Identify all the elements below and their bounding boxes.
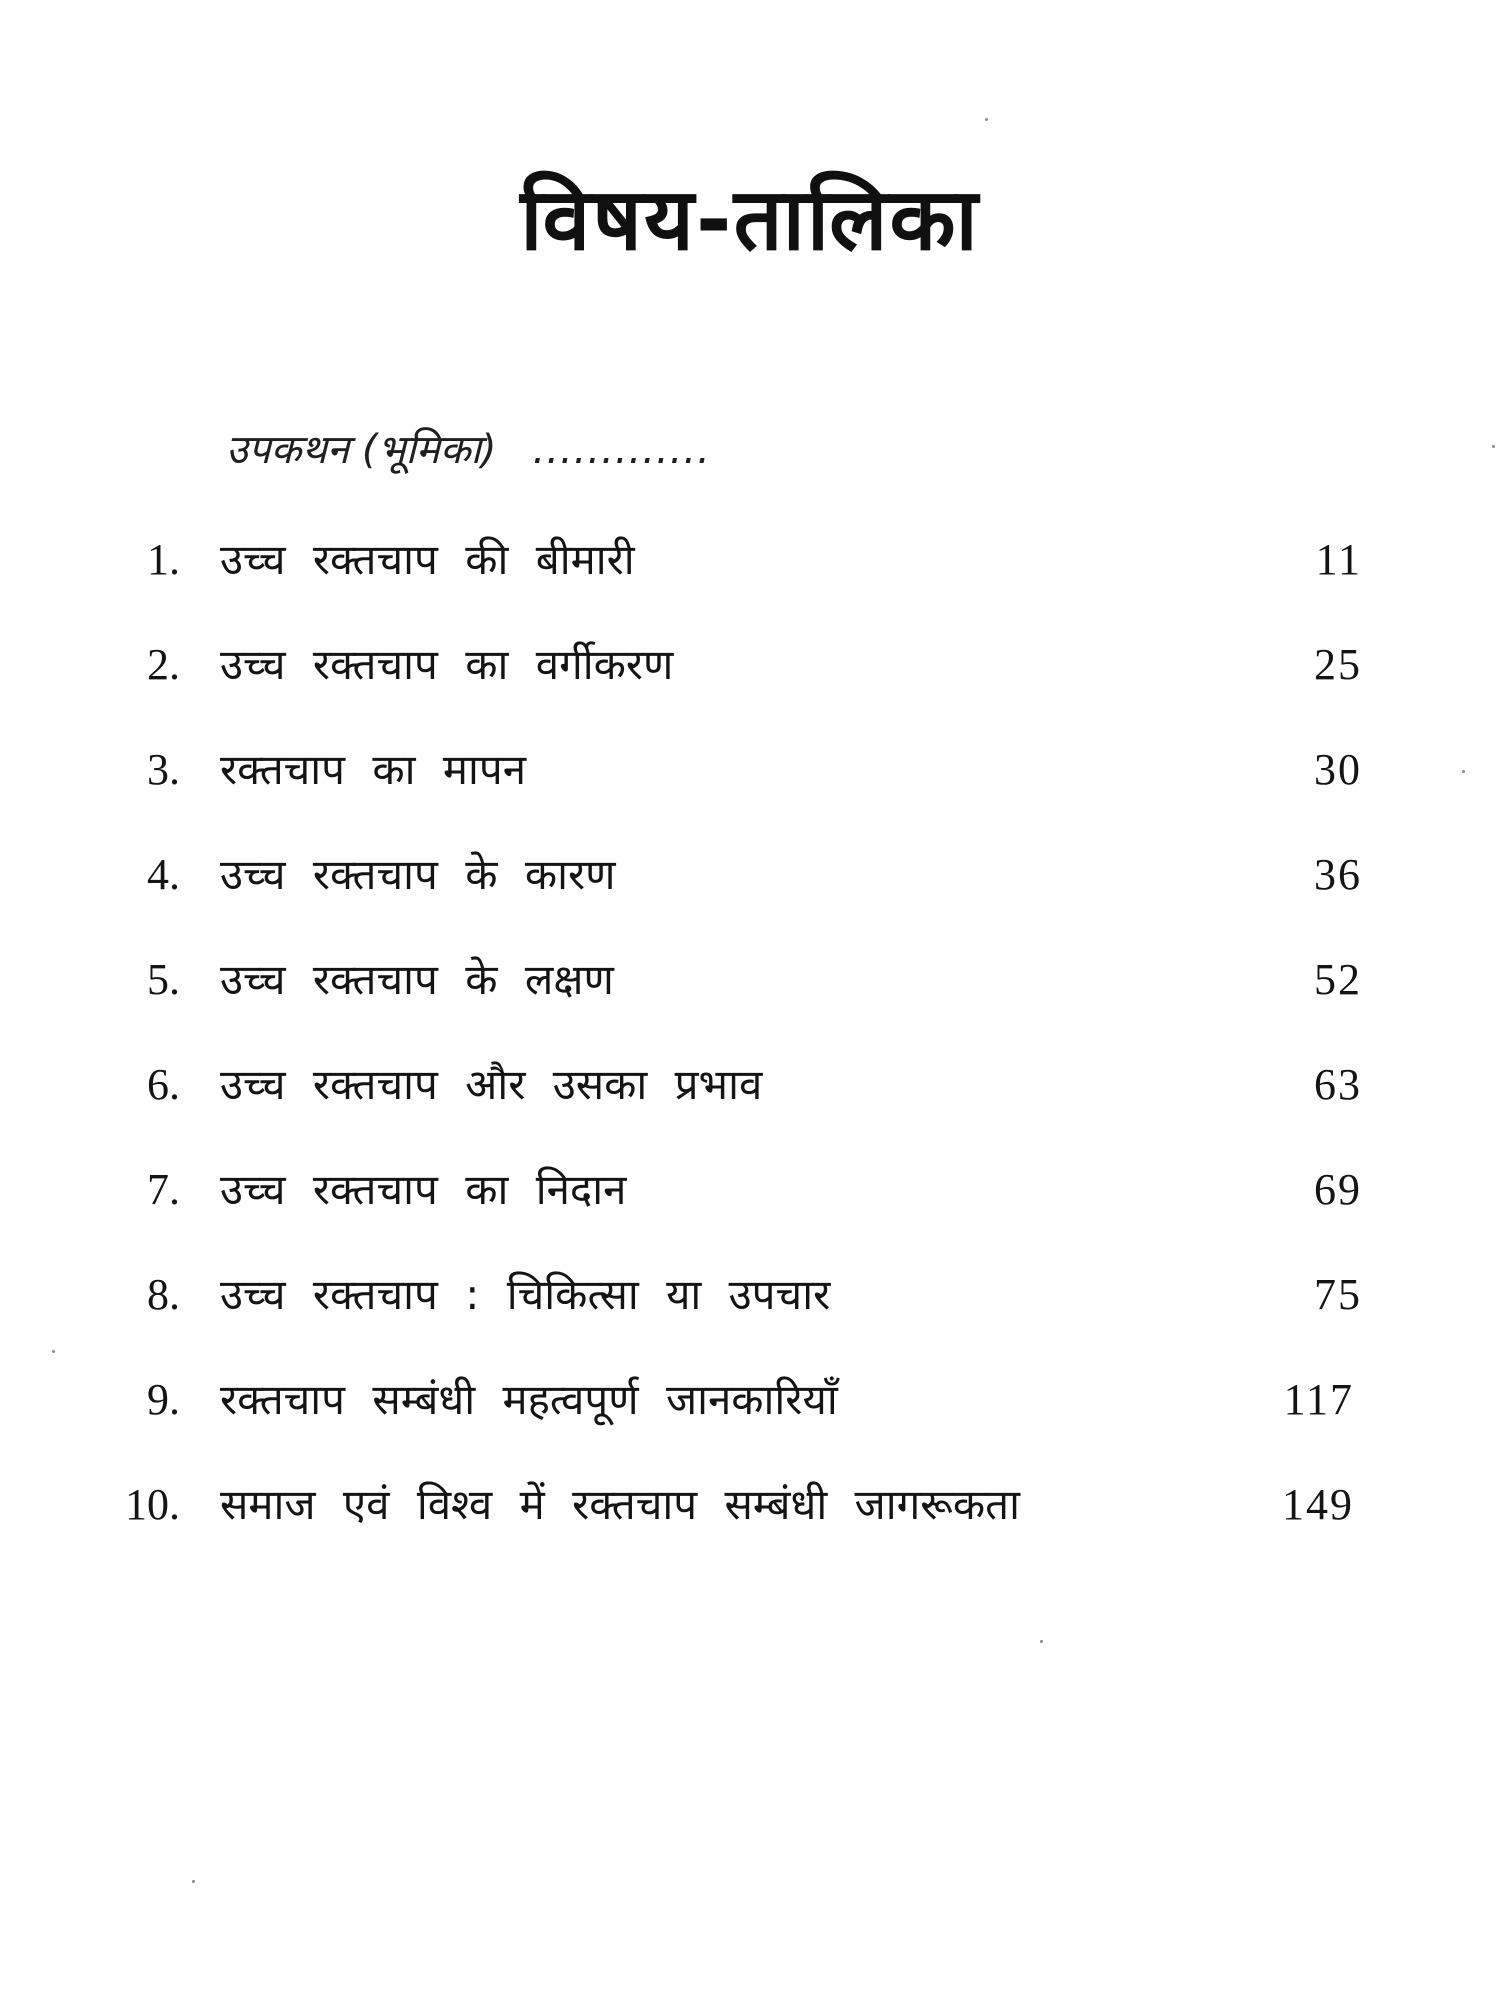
scan-speck — [1040, 1640, 1043, 1643]
toc-entry — [0, 625, 1500, 705]
toc-entry — [0, 1255, 1500, 1335]
toc-entry-number: 1. — [147, 535, 180, 584]
toc-entry-page: 75 — [1314, 1270, 1362, 1319]
toc-entry-number: 6. — [147, 1060, 180, 1109]
toc-entry-title: उच्च रक्तचाप का निदान — [220, 1165, 627, 1214]
toc-entry-title: उच्च रक्तचाप के कारण — [220, 850, 616, 899]
toc-entry-number: 3. — [147, 745, 180, 794]
toc-entry-title: उच्च रक्तचाप : चिकित्सा या उपचार — [220, 1270, 831, 1319]
page-title: विषय-तालिका — [520, 170, 980, 270]
toc-entry-page: 30 — [1314, 745, 1362, 794]
toc-entry-title: उच्च रक्तचाप की बीमारी — [220, 535, 635, 584]
toc-entry-number: 8. — [147, 1270, 180, 1319]
scan-speck — [1492, 445, 1495, 448]
toc-entry — [0, 1045, 1500, 1125]
toc-entry-page: 52 — [1314, 955, 1362, 1004]
scan-speck — [985, 118, 988, 121]
toc-entry-title: रक्तचाप सम्बंधी महत्वपूर्ण जानकारियाँ — [220, 1375, 838, 1424]
toc-entry-page: 36 — [1314, 850, 1362, 899]
toc-entry-number: 10. — [125, 1480, 180, 1529]
toc-entry-page: 149 — [1282, 1480, 1354, 1529]
preface-line — [226, 420, 711, 480]
preface-label: उपकथन (भूमिका) — [226, 427, 497, 473]
scan-speck — [52, 1350, 55, 1353]
toc-entry-title: रक्तचाप का मापन — [220, 745, 527, 794]
toc-entry — [0, 730, 1500, 810]
toc-entry-number: 4. — [147, 850, 180, 899]
toc-entry — [0, 940, 1500, 1020]
toc-entry-page: 117 — [1283, 1375, 1354, 1424]
toc-entry — [0, 520, 1500, 600]
toc-entry-number: 9. — [147, 1375, 180, 1424]
toc-entry — [0, 1360, 1500, 1440]
toc-entry-number: 7. — [147, 1165, 180, 1214]
toc-entry-page: 63 — [1314, 1060, 1362, 1109]
preface-leader-dots: ............. — [532, 427, 711, 473]
toc-entry-title: उच्च रक्तचाप का वर्गीकरण — [220, 640, 674, 689]
toc-entry-title: उच्च रक्तचाप के लक्षण — [220, 955, 614, 1004]
toc-entry-page: 11 — [1315, 535, 1362, 584]
toc-entry-number: 2. — [147, 640, 180, 689]
toc-entry-title: समाज एवं विश्व में रक्तचाप सम्बंधी जागरूकता — [220, 1480, 1020, 1529]
toc-entry-number: 5. — [147, 955, 180, 1004]
toc-entry-page: 25 — [1314, 640, 1362, 689]
toc-entry — [0, 835, 1500, 915]
toc-entry-page: 69 — [1314, 1165, 1362, 1214]
toc-entry-title: उच्च रक्तचाप और उसका प्रभाव — [220, 1060, 763, 1109]
scan-speck — [1462, 770, 1465, 773]
scan-speck — [192, 1880, 195, 1883]
toc-entry — [0, 1465, 1500, 1545]
toc-entry — [0, 1150, 1500, 1230]
